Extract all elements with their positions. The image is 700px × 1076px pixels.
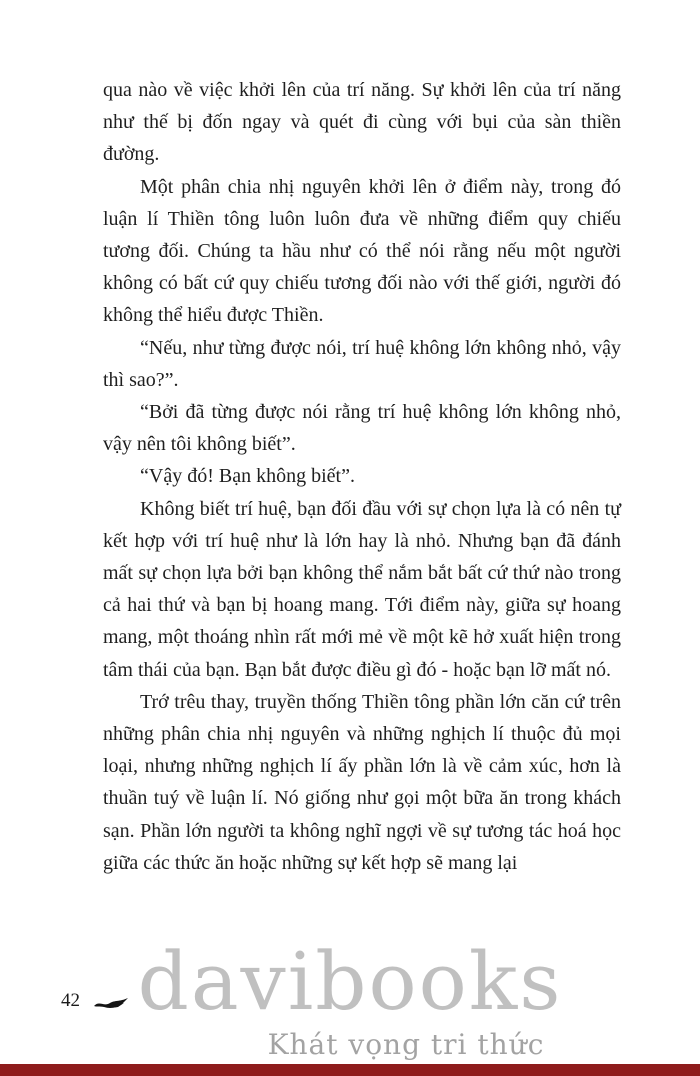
paragraph: Trớ trêu thay, truyền thống Thiền tông phần lớn căn cứ trên những phân chia nhị nguyên và những nghịch lí thuộc đủ mọi loại, nhưng những nghịch lí ấy phần lớn là về cảm xúc, hơn là thuần tuý về luận lí. Nó giống như gọi một bữa ăn trong khách sạn. Phần lớn người ta không nghĩ ngợi về sự tương tác hoá học giữa các thức ăn hoặc những sự kết hợp sẽ mang lại xyxy=(103,690,621,874)
footer-bar xyxy=(0,1064,700,1076)
paragraph: Không biết trí huệ, bạn đối đầu với sự chọn lựa là có nên tự kết hợp với trí huệ như là lớn hay là nhỏ. Nhưng bạn đã đánh mất sự chọn lựa bởi bạn không thể nắm bắt bất cứ thứ nào trong cả hai thứ và bạn bị hoang mang. Tới điểm này, giữa sự hoang mang, một thoáng nhìn rất mới mẻ về một kẽ hở xuất hiện trong tâm thái của bạn. Bạn bắt được điều gì đó - hoặc bạn lỡ mất nó. xyxy=(103,497,621,681)
paragraph: Một phân chia nhị nguyên khởi lên ở điểm này, trong đó luận lí Thiền tông luôn luôn đưa về những điểm quy chiếu tương đối. Chúng ta hầu như có thể nói rằng nếu một người không có bất cứ quy chiếu tương đối nào với thế giới, người đó không thể hiểu được Thiền. xyxy=(103,175,621,327)
bird-ornament-icon xyxy=(92,995,132,1018)
text-content xyxy=(103,74,621,879)
paragraph: “Bởi đã từng được nói rằng trí huệ không lớn không nhỏ, vậy nên tôi không biết”. xyxy=(103,401,621,456)
paragraph: qua nào về việc khởi lên của trí năng. Sự khởi lên của trí năng như thế bị đốn ngay và quét đi cùng với bụi của sàn thiền đường. xyxy=(103,79,621,166)
watermark-brand: davibooks xyxy=(137,935,563,1028)
page-number: 42 xyxy=(61,990,80,1011)
paragraph: “Nếu, như từng được nói, trí huệ không lớn không nhỏ, vậy thì sao?”. xyxy=(103,336,621,391)
paragraph: “Vậy đó! Bạn không biết”. xyxy=(140,465,355,488)
watermark-slogan: Khát vọng tri thức xyxy=(267,1028,545,1061)
